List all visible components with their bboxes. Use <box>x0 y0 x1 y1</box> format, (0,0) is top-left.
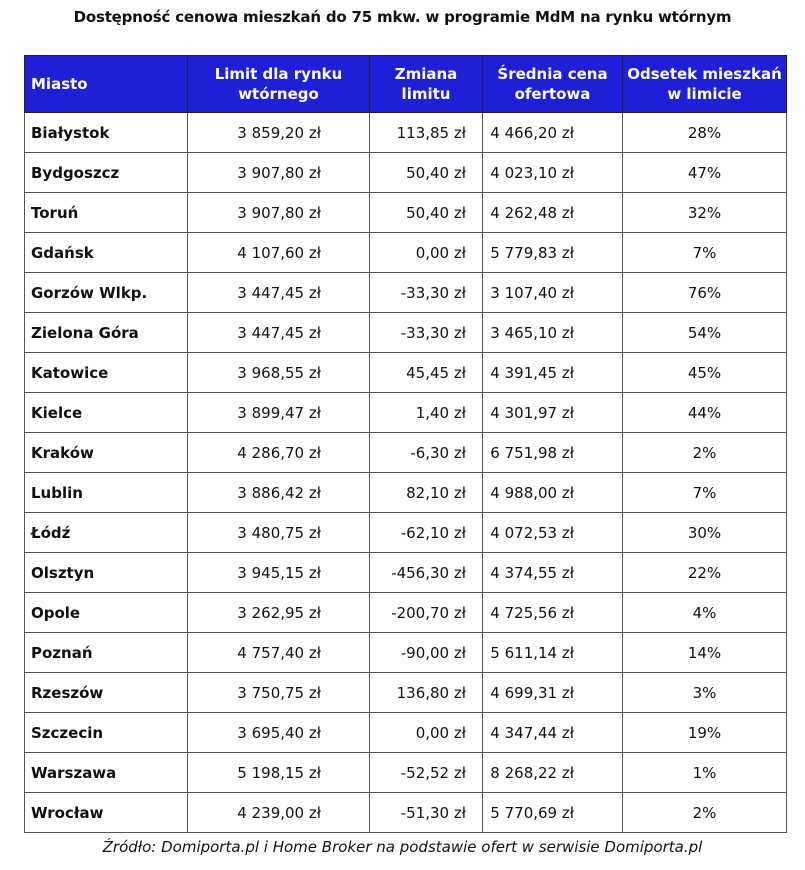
cell-avg-price: 4 391,45 zł <box>483 353 623 393</box>
cell-avg-price: 3 465,10 zł <box>483 313 623 353</box>
cell-limit: 4 239,00 zł <box>188 793 370 833</box>
cell-share-in-limit: 2% <box>623 433 787 473</box>
cell-avg-price: 4 466,20 zł <box>483 113 623 153</box>
cell-limit: 3 899,47 zł <box>188 393 370 433</box>
cell-limit: 3 262,95 zł <box>188 593 370 633</box>
cell-city: Warszawa <box>25 753 188 793</box>
table-row <box>25 513 787 553</box>
cell-avg-price: 5 611,14 zł <box>483 633 623 673</box>
table-row <box>25 353 787 393</box>
cell-city: Wrocław <box>25 793 188 833</box>
table-row <box>25 553 787 593</box>
cell-city: Białystok <box>25 113 188 153</box>
cell-avg-price: 4 699,31 zł <box>483 673 623 713</box>
table-row <box>25 233 787 273</box>
cell-limit: 3 968,55 zł <box>188 353 370 393</box>
cell-limit-change: 82,10 zł <box>370 473 483 513</box>
table-title: Dostępność cenowa mieszkań do 75 mkw. w programie MdM na rynku wtórnym <box>73 8 732 26</box>
cell-city: Toruń <box>25 193 188 233</box>
header-limit: Limit dla rynku wtórnego <box>188 56 370 113</box>
table-row <box>25 713 787 753</box>
cell-limit: 3 859,20 zł <box>188 113 370 153</box>
cell-avg-price: 8 268,22 zł <box>483 753 623 793</box>
table-row <box>25 193 787 233</box>
cell-limit: 4 286,70 zł <box>188 433 370 473</box>
header-city: Miasto <box>25 56 188 113</box>
cell-limit-change: 0,00 zł <box>370 713 483 753</box>
cell-limit-change: -62,10 zł <box>370 513 483 553</box>
cell-limit-change: 1,40 zł <box>370 393 483 433</box>
table-row <box>25 633 787 673</box>
cell-city: Szczecin <box>25 713 188 753</box>
cell-city: Gorzów Wlkp. <box>25 273 188 313</box>
cell-city: Bydgoszcz <box>25 153 188 193</box>
cell-avg-price: 4 374,55 zł <box>483 553 623 593</box>
table-row <box>25 673 787 713</box>
cell-limit-change: -90,00 zł <box>370 633 483 673</box>
price-table <box>24 55 787 833</box>
header-limit-change: Zmiana limitu <box>370 56 483 113</box>
cell-share-in-limit: 76% <box>623 273 787 313</box>
cell-share-in-limit: 45% <box>623 353 787 393</box>
cell-city: Olsztyn <box>25 553 188 593</box>
cell-avg-price: 3 107,40 zł <box>483 273 623 313</box>
table-row <box>25 473 787 513</box>
cell-limit: 3 447,45 zł <box>188 313 370 353</box>
cell-limit: 3 695,40 zł <box>188 713 370 753</box>
header-avg-price: Średnia cena ofertowa <box>483 56 623 113</box>
cell-limit: 3 907,80 zł <box>188 193 370 233</box>
header-row <box>25 56 787 113</box>
header-share-in-limit: Odsetek mieszkań w limicie <box>623 56 787 113</box>
cell-share-in-limit: 28% <box>623 113 787 153</box>
cell-share-in-limit: 14% <box>623 633 787 673</box>
cell-avg-price: 4 301,97 zł <box>483 393 623 433</box>
cell-limit-change: -456,30 zł <box>370 553 483 593</box>
cell-limit-change: -33,30 zł <box>370 313 483 353</box>
cell-limit: 3 907,80 zł <box>188 153 370 193</box>
table-row <box>25 393 787 433</box>
cell-limit-change: 50,40 zł <box>370 153 483 193</box>
table-row <box>25 793 787 833</box>
cell-city: Opole <box>25 593 188 633</box>
cell-share-in-limit: 7% <box>623 233 787 273</box>
cell-limit: 3 945,15 zł <box>188 553 370 593</box>
cell-city: Kielce <box>25 393 188 433</box>
cell-limit: 5 198,15 zł <box>188 753 370 793</box>
cell-avg-price: 4 072,53 zł <box>483 513 623 553</box>
cell-limit: 3 480,75 zł <box>188 513 370 553</box>
cell-limit-change: 50,40 zł <box>370 193 483 233</box>
cell-share-in-limit: 19% <box>623 713 787 753</box>
cell-share-in-limit: 4% <box>623 593 787 633</box>
cell-share-in-limit: 22% <box>623 553 787 593</box>
cell-limit-change: -51,30 zł <box>370 793 483 833</box>
cell-avg-price: 5 770,69 zł <box>483 793 623 833</box>
cell-city: Katowice <box>25 353 188 393</box>
cell-limit: 3 886,42 zł <box>188 473 370 513</box>
cell-limit-change: -52,52 zł <box>370 753 483 793</box>
table-body <box>25 113 787 833</box>
cell-share-in-limit: 1% <box>623 753 787 793</box>
cell-avg-price: 4 023,10 zł <box>483 153 623 193</box>
cell-limit: 4 757,40 zł <box>188 633 370 673</box>
cell-city: Lublin <box>25 473 188 513</box>
cell-limit-change: -200,70 zł <box>370 593 483 633</box>
cell-avg-price: 6 751,98 zł <box>483 433 623 473</box>
cell-limit: 4 107,60 zł <box>188 233 370 273</box>
cell-share-in-limit: 7% <box>623 473 787 513</box>
cell-share-in-limit: 47% <box>623 153 787 193</box>
cell-share-in-limit: 32% <box>623 193 787 233</box>
table-row <box>25 313 787 353</box>
table-row <box>25 113 787 153</box>
cell-city: Zielona Góra <box>25 313 188 353</box>
cell-city: Gdańsk <box>25 233 188 273</box>
cell-limit-change: 113,85 zł <box>370 113 483 153</box>
cell-share-in-limit: 3% <box>623 673 787 713</box>
cell-limit: 3 750,75 zł <box>188 673 370 713</box>
cell-city: Łódź <box>25 513 188 553</box>
cell-avg-price: 4 725,56 zł <box>483 593 623 633</box>
cell-limit-change: -6,30 zł <box>370 433 483 473</box>
source-note: Źródło: Domiporta.pl i Home Broker na podstawie ofert w serwisie Domiporta.pl <box>102 838 703 856</box>
cell-share-in-limit: 54% <box>623 313 787 353</box>
cell-avg-price: 4 347,44 zł <box>483 713 623 753</box>
table-row <box>25 273 787 313</box>
cell-limit: 3 447,45 zł <box>188 273 370 313</box>
cell-limit-change: 136,80 zł <box>370 673 483 713</box>
cell-share-in-limit: 44% <box>623 393 787 433</box>
table-row <box>25 153 787 193</box>
table-row <box>25 753 787 793</box>
cell-share-in-limit: 30% <box>623 513 787 553</box>
cell-share-in-limit: 2% <box>623 793 787 833</box>
cell-limit-change: -33,30 zł <box>370 273 483 313</box>
cell-city: Rzeszów <box>25 673 188 713</box>
table-row <box>25 433 787 473</box>
cell-city: Poznań <box>25 633 188 673</box>
cell-avg-price: 4 988,00 zł <box>483 473 623 513</box>
cell-avg-price: 5 779,83 zł <box>483 233 623 273</box>
cell-city: Kraków <box>25 433 188 473</box>
cell-limit-change: 45,45 zł <box>370 353 483 393</box>
table-row <box>25 593 787 633</box>
cell-limit-change: 0,00 zł <box>370 233 483 273</box>
cell-avg-price: 4 262,48 zł <box>483 193 623 233</box>
